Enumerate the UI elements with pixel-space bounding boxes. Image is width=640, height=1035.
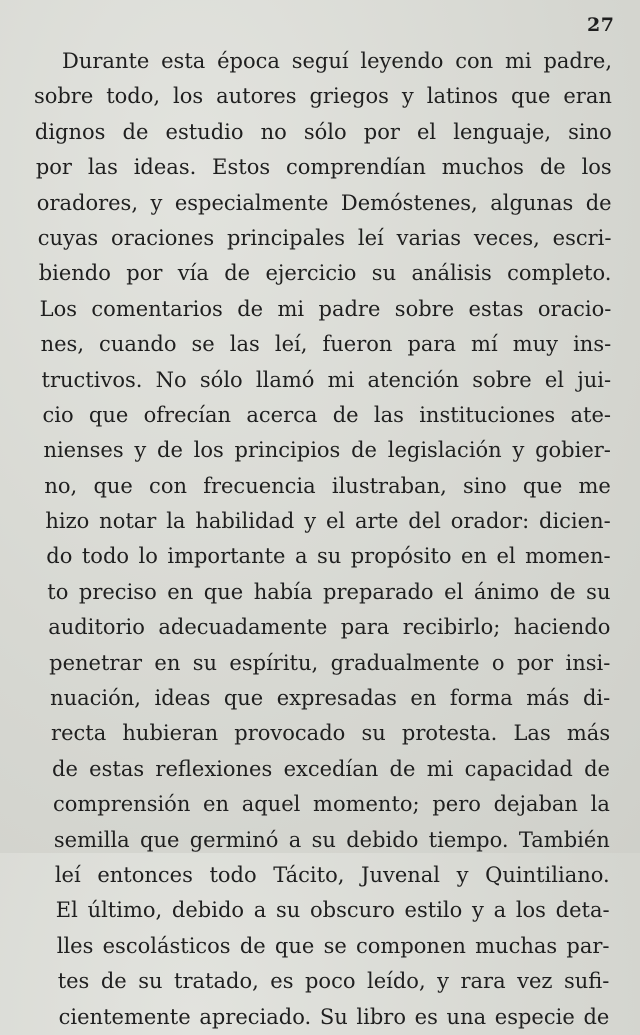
text-line-content: sobre todo, los autores griegos y latinos que eran — [33, 84, 612, 109]
text-line — [0, 79, 640, 114]
text-line — [0, 221, 640, 256]
text-line — [0, 716, 640, 751]
text-line — [0, 646, 640, 681]
text-line-content: El último, debido a su obscuro estilo y a los deta- — [55, 898, 610, 923]
body-text — [0, 44, 640, 1035]
text-line — [0, 433, 640, 468]
page-number: 27 — [587, 14, 615, 36]
text-line-content: hizo notar la habilidad y el arte del orador: dicien- — [45, 509, 611, 534]
text-line — [0, 610, 640, 645]
text-line — [0, 256, 640, 291]
text-line-content: leí entonces todo Tácito, Juvenal y Quintiliano. — [54, 862, 610, 887]
text-line-content: semilla que germinó a su debido tiempo. También — [53, 827, 610, 852]
text-line-content: auditorio adecuadamente para recibirlo; haciendo — [48, 615, 611, 640]
text-line-content: Los comentarios de mi padre sobre estas oracio- — [39, 296, 612, 321]
text-line-content: comprensión en aquel momento; pero dejaban la — [52, 792, 610, 817]
text-line — [0, 929, 640, 964]
text-line — [0, 575, 640, 610]
text-line — [0, 964, 640, 999]
text-line — [0, 469, 640, 504]
text-line-content: de estas reflexiones excedían de mi capacidad de — [52, 756, 610, 781]
text-line — [0, 398, 640, 433]
text-line — [0, 539, 640, 574]
text-line-content: tructivos. No sólo llamó mi atención sobre el jui- — [41, 367, 612, 392]
text-line-content: Durante esta época seguí leyendo con mi padre, — [62, 49, 612, 73]
text-line — [0, 787, 640, 822]
text-line-content: dignos de estudio no sólo por el lenguaje, sino — [34, 119, 612, 144]
text-line — [0, 292, 640, 327]
text-line — [0, 186, 640, 221]
text-line — [0, 1000, 640, 1035]
text-line-content: cientemente apreciado. Su libro es una especie de — [58, 1004, 610, 1029]
text-line-content: nuación, ideas que expresadas en forma más di- — [50, 686, 611, 711]
text-line — [0, 327, 640, 362]
text-line-content: cuyas oraciones principales leí varias veces, escri- — [37, 225, 612, 250]
text-line — [0, 504, 640, 539]
text-line-content: nes, cuando se las leí, fueron para mí muy ins- — [40, 332, 612, 357]
text-line — [0, 893, 640, 928]
text-line — [0, 681, 640, 716]
text-line-content: cio que ofrecían acerca de las instituciones ate- — [42, 402, 611, 427]
text-line — [0, 363, 640, 398]
text-line-content: tes de su tratado, es poco leído, y rara vez sufi- — [57, 969, 610, 994]
text-line-content: to preciso en que había preparado el ánimo de su — [47, 579, 611, 604]
text-line-content: penetrar en su espíritu, gradualmente o por insi- — [49, 650, 611, 675]
text-line-content: nienses y de los principios de legislación y gobier- — [43, 438, 611, 463]
text-line-content: do todo lo importante a su propósito en el momen- — [46, 544, 611, 569]
text-line — [0, 44, 640, 79]
text-line-content: recta hubieran provocado su protesta. Las más — [51, 721, 611, 746]
text-line-content: biendo por vía de ejercicio su análisis completo. — [38, 261, 612, 286]
text-line-content: oradores, y especialmente Demóstenes, algunas de — [36, 190, 612, 215]
text-line — [0, 150, 640, 185]
text-line — [0, 858, 640, 893]
text-line — [0, 115, 640, 150]
text-line-content: por las ideas. Estos comprendían muchos de los — [35, 155, 612, 180]
text-line-content: lles escolásticos de que se componen muchas par- — [56, 933, 610, 958]
text-line-content: no, que con frecuencia ilustraban, sino que me — [44, 473, 611, 498]
text-line — [0, 752, 640, 787]
